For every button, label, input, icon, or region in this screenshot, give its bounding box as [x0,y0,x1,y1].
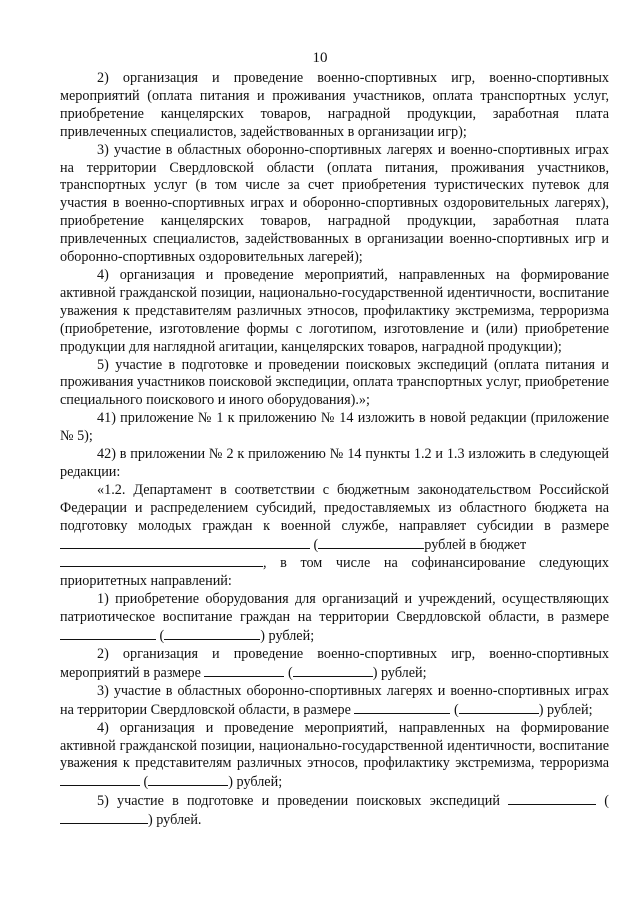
rubles-label: ) рублей; [538,701,593,718]
amount-words-blank [60,811,148,824]
amount-words-blank [164,627,260,640]
priority-item-3 [60,683,609,720]
priority-item-2-text: 2) организация и проведение военно-спортивных игр, военно-спортивных мероприятий в размере [60,646,609,681]
paren-open: ( [604,793,609,810]
amount-words-blank [318,536,424,549]
clause-1-2-budget-text: рублей в бюджет [424,536,527,553]
priority-item-4 [60,720,609,793]
amount-blank [508,792,596,805]
priority-item-2 [60,646,609,683]
paragraph-item-5: 5) участие в подготовке и проведении поисковых экспедиций (оплата питания и проживания участников поисковой экспедиции, оплата транспортных услуг, приобретение специального поискового и иного оборудования).»; [60,356,609,409]
paren-open: ( [143,774,149,791]
paragraph-item-3: 3) участие в областных оборонно-спортивных лагерях и военно-спортивных играх на территории Свердловской области (оплата питания, проживания участников, транспортных услуг (в том числе за счет приобретения туристических путевок для участия в военно-спортивных играх и оборонно-спортивных оздоровительных лагерях), приобретение канцелярских товаров, наградной продукции, заработная плата привлеченных специалистов, задействованных в организации военно-спортивных игр и оборонно-спортивных оздоровительных лагерей); [60,141,609,266]
amount-blank [204,664,284,677]
amount-blank [60,627,156,640]
page-number: 10 [312,50,328,66]
priority-item-3-text: 3) участие в областных оборонно-спортивных лагерях и военно-спортивных играх на территории Свердловской области, в размере [60,682,609,718]
paragraph-item-4: 4) организация и проведение мероприятий, направленных на формирование активной гражданской позиции, национально-государственной идентичности, воспитание уважения к представителям различных этносов, профилактику экстремизма, терроризма (приобретение, изготовление формы с логотипом, изготовление и (или) приобретение продукции для наглядной агитации, канцелярских товаров, наградной продукции); [60,266,609,355]
paragraph-item-2: 2) организация и проведение военно-спортивных игр, военно-спортивных мероприятий (оплата питания и проживания участников, оплата транспортных услуг, приобретение канцелярских товаров, наградной продукции, заработная плата привлеченных специалистов, задействованных в организации игр); [60,70,609,140]
rubles-label: ) рублей; [372,664,427,681]
paragraph-41: 41) приложение № 1 к приложению № 14 изложить в новой редакции (приложение № 5); [60,410,609,445]
priority-item-4-text: 4) организация и проведение мероприятий, направленных на формирование активной гражданской позиции, национально-государственной идентичности, воспитание уважения к представителям различных этносов, профилактику экстремизма, терроризма [60,719,609,772]
amount-words-blank [293,664,373,677]
rubles-label: ) рублей; [228,774,283,791]
paragraph-42: 42) в приложении № 2 к приложению № 14 пункты 1.2 и 1.3 изложить в следующей редакции: [60,446,609,480]
priority-item-1 [60,591,609,646]
amount-words-blank [459,701,539,714]
amount-blank [354,701,450,714]
rubles-label: ) рублей. [148,812,202,829]
paren-open: ( [159,628,165,645]
paren-open: ( [453,701,459,718]
document-body [60,70,609,830]
amount-blank [60,773,140,786]
clause-1-2-priorities-text: , в том числе на софинансирование следующих приоритетных направлений: [60,555,609,590]
clause-1-2-continued [60,554,609,591]
priority-item-1-text: 1) приобретение оборудования для организаций и учреждений, осуществляющих патриотическое воспитание граждан на территории Свердловской области, в размере [60,591,609,626]
amount-blank [60,536,310,549]
paren-open: ( [288,664,293,681]
priority-item-5-text: 5) участие в подготовке и проведении поисковых экспедиций [97,793,500,810]
priority-item-5 [60,792,609,830]
budget-name-blank [60,554,263,567]
amount-words-blank [148,773,228,786]
rubles-label: ) рублей; [260,628,315,645]
paren-open: ( [313,536,319,553]
clause-1-2-text: «1.2. Департамент в соответствии с бюджетным законодательством Российской Федерации и распределением субсидий, предоставляемых из областного бюджета на подготовку молодых граждан к военной службе, направляет субсидии в размере [60,481,609,534]
clause-1-2 [60,482,609,555]
